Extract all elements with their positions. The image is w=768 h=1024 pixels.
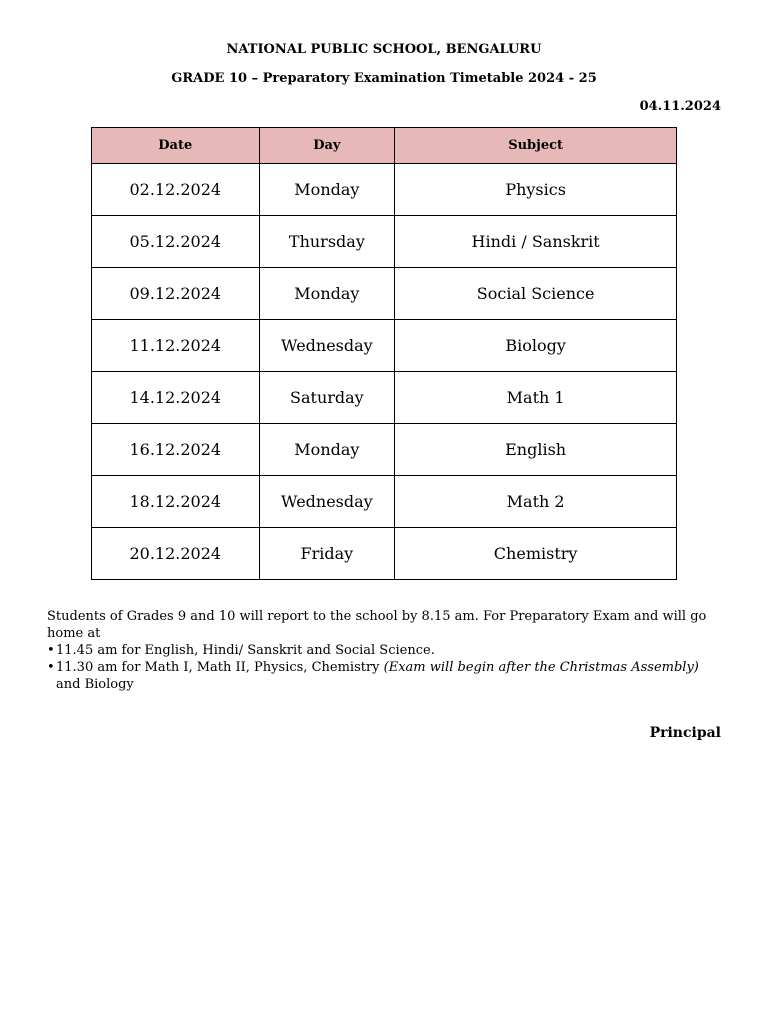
cell-subject: Social Science — [395, 268, 677, 320]
issue-date: 04.11.2024 — [639, 99, 721, 114]
cell-subject: Biology — [395, 320, 677, 372]
bullet-icon: • — [47, 660, 55, 675]
table-row — [92, 268, 677, 320]
cell-day: Monday — [259, 164, 395, 216]
bullet-icon: • — [47, 643, 55, 658]
cell-date: 14.12.2024 — [92, 372, 260, 424]
timetable — [91, 127, 677, 580]
table-row — [92, 372, 677, 424]
cell-date: 02.12.2024 — [92, 164, 260, 216]
assembly-note: (Exam will begin after the Christmas Assembly) — [383, 660, 699, 675]
notes-list — [47, 642, 719, 693]
cell-day: Thursday — [259, 216, 395, 268]
cell-date: 20.12.2024 — [92, 528, 260, 580]
cell-day: Wednesday — [259, 476, 395, 528]
cell-subject: Math 2 — [395, 476, 677, 528]
cell-day: Monday — [259, 424, 395, 476]
cell-date: 09.12.2024 — [92, 268, 260, 320]
cell-date: 16.12.2024 — [92, 424, 260, 476]
cell-subject: Chemistry — [395, 528, 677, 580]
column-header-day: Day — [259, 128, 395, 164]
table-row — [92, 320, 677, 372]
column-header-subject: Subject — [395, 128, 677, 164]
table-row — [92, 164, 677, 216]
cell-subject: Math 1 — [395, 372, 677, 424]
cell-day: Saturday — [259, 372, 395, 424]
table-row — [92, 528, 677, 580]
list-item — [47, 659, 719, 693]
notes-intro: Students of Grades 9 and 10 will report to the school by 8.15 am. For Preparatory Exam and will go home at — [47, 609, 707, 641]
cell-date: 05.12.2024 — [92, 216, 260, 268]
bullet-text: 11.30 am for Math I, Math II, Physics, Chemistry — [56, 660, 384, 675]
cell-date: 18.12.2024 — [92, 476, 260, 528]
exam-title: GRADE 10 – Preparatory Examination Timetable 2024 - 25 — [171, 71, 597, 86]
bullet-text: 11.45 am for English, Hindi/ Sanskrit and Social Science. — [56, 643, 435, 658]
cell-subject: English — [395, 424, 677, 476]
table-row — [92, 476, 677, 528]
table-row — [92, 216, 677, 268]
principal-signature: Principal — [649, 725, 721, 741]
list-item — [47, 642, 719, 659]
bullet-text-end: and Biology — [56, 677, 134, 692]
column-header-date: Date — [92, 128, 260, 164]
cell-subject: Physics — [395, 164, 677, 216]
reporting-notes — [47, 608, 719, 693]
cell-day: Monday — [259, 268, 395, 320]
table-header-row — [92, 128, 677, 164]
school-name: NATIONAL PUBLIC SCHOOL, BENGALURU — [226, 42, 542, 57]
cell-subject: Hindi / Sanskrit — [395, 216, 677, 268]
cell-date: 11.12.2024 — [92, 320, 260, 372]
cell-day: Friday — [259, 528, 395, 580]
table-row — [92, 424, 677, 476]
cell-day: Wednesday — [259, 320, 395, 372]
